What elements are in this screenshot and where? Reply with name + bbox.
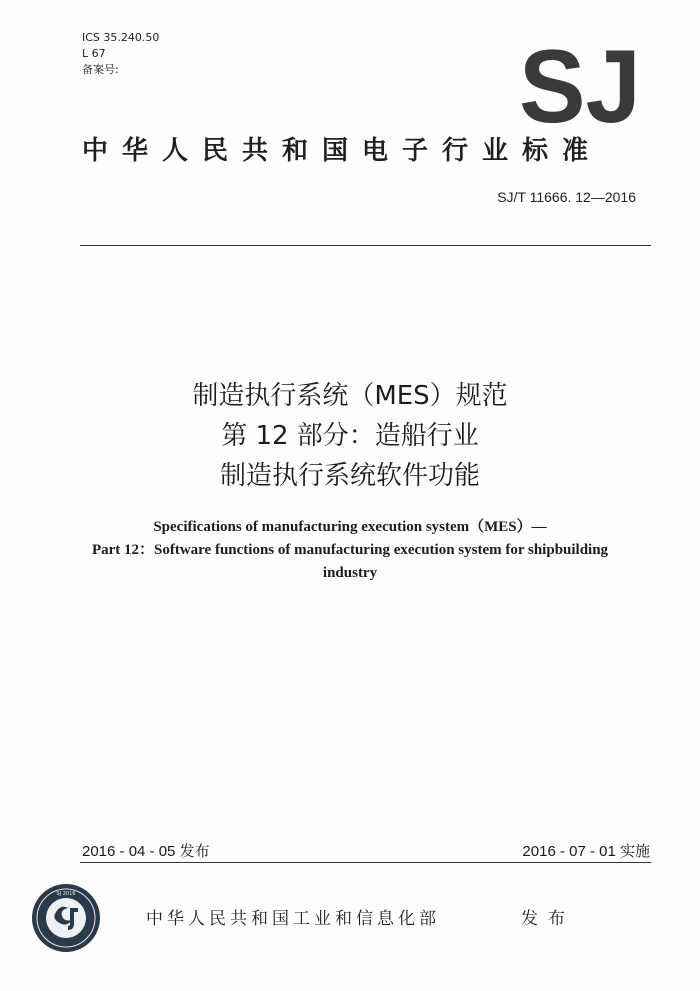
ics-code: ICS 35.240.50 [82,31,160,44]
ministry-seal-icon [30,882,102,954]
sj-logo-text: SJ [519,44,641,130]
chinese-title [0,376,700,496]
issue-date: 2016 - 04 - 05 发布 [82,843,210,860]
implementation-date: 2016 - 07 - 01 实施 [522,843,650,860]
publish-label: 发布 [521,909,575,929]
standard-number: SJ/T 11666. 12—2016 [497,189,636,205]
english-title-line-3: industry [322,565,378,581]
seal-text: SJ 2016 [56,891,76,897]
sj-logo [515,44,645,130]
english-title [0,516,700,585]
classification-block [82,30,159,78]
chinese-title-line-3: 制造执行系统软件功能 [219,461,480,491]
filing-number-label: 备案号: [82,63,119,76]
chinese-title-line-1: 制造执行系统（MES）规范 [192,381,508,411]
org-title: 中华人民共和国电子行业标准 [82,136,603,166]
english-title-line-2: Part 12：Software functions of manufacturing execution system for shipbuilding [91,542,609,558]
class-code: L 67 [82,47,106,60]
bottom-divider [80,862,651,863]
chinese-title-line-2: 第 12 部分：造船行业 [221,421,479,451]
top-divider [80,245,651,246]
english-title-line-1: Specifications of manufacturing execution system（MES）— [153,519,547,535]
issuing-authority: 中华人民共和国工业和信息化部 [146,909,440,929]
